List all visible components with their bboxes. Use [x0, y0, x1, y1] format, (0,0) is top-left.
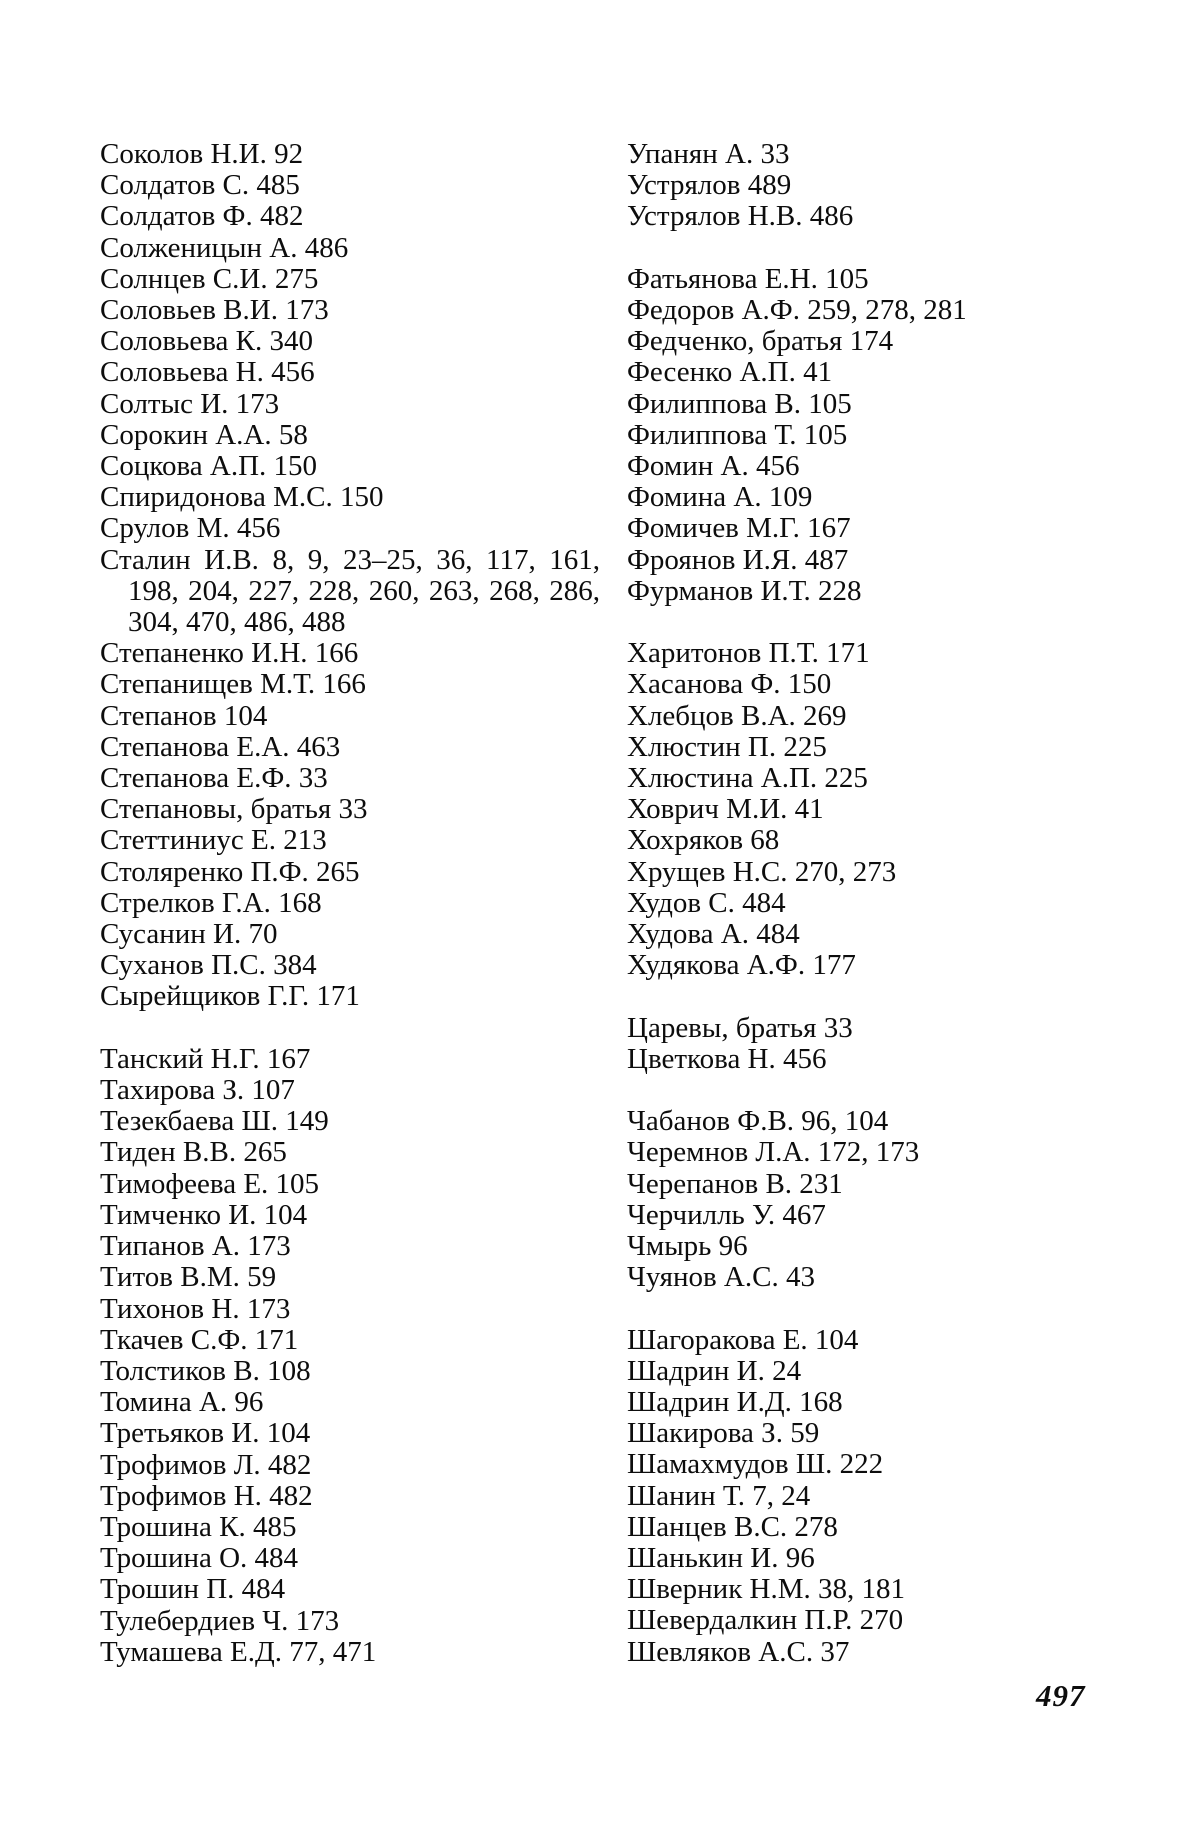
index-entry: Степанов 104: [100, 699, 268, 732]
index-column-right: [627, 139, 1127, 1668]
index-entry: Худова А. 484: [627, 918, 800, 951]
index-entry: Соколов Н.И. 92: [100, 138, 304, 170]
index-entry: Шверник Н.М. 38, 181: [627, 1573, 906, 1606]
index-entry: Титов В.М. 59: [100, 1261, 277, 1294]
index-entry: Трошина К. 485: [100, 1510, 297, 1543]
index-entry: Спиридонова М.С. 150: [100, 481, 384, 514]
index-group: [627, 139, 1127, 233]
index-entry: Третьяков И. 104: [100, 1417, 311, 1450]
index-entry: Степановы, братья 33: [100, 793, 368, 826]
index-entry: Шагоракова Е. 104: [627, 1323, 859, 1356]
index-entry: Шанькин И. 96: [627, 1542, 815, 1575]
index-entry: Соловьева К. 340: [100, 325, 313, 358]
index-entry: Тахирова З. 107: [100, 1074, 295, 1107]
index-entry: Ховрич М.И. 41: [627, 793, 824, 826]
index-entry: Шадрин И.Д. 168: [627, 1386, 843, 1419]
index-entry: Харитонов П.Т. 171: [627, 637, 870, 670]
index-entry: Соловьева Н. 456: [100, 356, 315, 389]
index-entry: Хохряков 68: [627, 824, 780, 857]
index-group: [627, 1106, 1127, 1293]
index-entry: Сталин И.В. 8, 9, 23–25, 36, 117, 161, 198, 204, 227, 228, 260, 263, 268, 286, 304, 470, 486, 488: [100, 543, 600, 639]
index-entry: Ткачев С.Ф. 171: [100, 1323, 299, 1356]
index-entry: Солтыс И. 173: [100, 387, 280, 420]
index-group: [627, 1013, 1127, 1075]
index-entry: Фесенко А.П. 41: [627, 356, 833, 389]
index-group: [100, 1044, 600, 1668]
index-entry: Хасанова Ф. 150: [627, 668, 832, 701]
index-entry: Черемнов Л.А. 172, 173: [627, 1136, 920, 1169]
index-entry: Фроянов И.Я. 487: [627, 543, 849, 576]
index-entry: Фомина А. 109: [627, 481, 813, 514]
index-entry: Сорокин А.А. 58: [100, 418, 308, 451]
index-entry: Царевы, братья 33: [627, 1011, 853, 1044]
index-entry: Филиппова В. 105: [627, 387, 852, 420]
index-entry: Федченко, братья 174: [627, 325, 894, 358]
index-group: [627, 1325, 1127, 1668]
index-entry: Стрелков Г.А. 168: [100, 886, 322, 919]
index-entry: Худов С. 484: [627, 886, 786, 919]
index-entry: Шакирова З. 59: [627, 1417, 820, 1450]
index-entry: Тимченко И. 104: [100, 1198, 308, 1231]
index-entry: Фомичев М.Г. 167: [627, 512, 851, 545]
index-entry: Тихонов Н. 173: [100, 1292, 291, 1325]
index-entry: Шевляков А.С. 37: [627, 1635, 850, 1668]
index-entry: Танский Н.Г. 167: [100, 1042, 311, 1075]
index-entry: Устрялов 489: [627, 169, 792, 202]
index-entry: Соловьев В.И. 173: [100, 294, 329, 327]
index-entry: Чмырь 96: [627, 1230, 748, 1263]
index-entry: Фатьянова Е.Н. 105: [627, 262, 869, 295]
index-entry: Столяренко П.Ф. 265: [100, 855, 360, 888]
index-entry: Степанова Е.Ф. 33: [100, 762, 328, 795]
index-entry: Худякова А.Ф. 177: [627, 949, 856, 982]
index-entry: Трофимов Л. 482: [100, 1448, 312, 1481]
page-number: 497: [1036, 1678, 1086, 1713]
index-entry: Тезекбаева Ш. 149: [100, 1105, 329, 1138]
index-entry: Фурманов И.Т. 228: [627, 574, 862, 607]
index-column-left: [100, 139, 600, 1668]
index-entry: Тулебердиев Ч. 173: [100, 1604, 340, 1637]
index-entry: Шанцев В.С. 278: [627, 1510, 838, 1543]
index-entry: Устрялов Н.В. 486: [627, 200, 854, 233]
index-entry: Черепанов В. 231: [627, 1167, 843, 1200]
index-entry: Солдатов Ф. 482: [100, 200, 304, 233]
index-entry: Трошин П. 484: [100, 1573, 286, 1606]
index-entry: Типанов А. 173: [100, 1230, 291, 1263]
index-entry: Филиппова Т. 105: [627, 418, 848, 451]
index-entry: Черчилль У. 467: [627, 1198, 826, 1231]
index-entry: Хлебцов В.А. 269: [627, 699, 847, 732]
index-entry: Томина А. 96: [100, 1386, 264, 1419]
index-entry: Солженицын А. 486: [100, 231, 349, 264]
index-entry: Стеттиниус Е. 213: [100, 824, 327, 857]
index-entry: Солдатов С. 485: [100, 169, 300, 202]
index-entry: Чабанов Ф.В. 96, 104: [627, 1105, 889, 1138]
index-entry: Степанова Е.А. 463: [100, 730, 341, 763]
index-entry: Степанищев М.Т. 166: [100, 668, 366, 701]
index-entry: Солнцев С.И. 275: [100, 262, 319, 295]
index-entry: Соцкова А.П. 150: [100, 450, 318, 483]
index-entry: Сусанин И. 70: [100, 918, 278, 951]
index-entry: Шанин Т. 7, 24: [627, 1479, 811, 1512]
index-entry: Степаненко И.Н. 166: [100, 637, 359, 670]
index-entry: Хлюстина А.П. 225: [627, 762, 868, 795]
index-group: [100, 139, 600, 1013]
index-group: [627, 264, 1127, 607]
index-entry: Упанян А. 33: [627, 138, 790, 170]
index-entry: Шамахмудов Ш. 222: [627, 1448, 884, 1481]
index-entry: Тимофеева Е. 105: [100, 1167, 320, 1200]
index-entry: Тиден В.В. 265: [100, 1136, 287, 1169]
index-entry: Федоров А.Ф. 259, 278, 281: [627, 294, 967, 326]
index-entry: Срулов М. 456: [100, 512, 281, 545]
index-entry: Суханов П.С. 384: [100, 949, 317, 982]
index-group: [627, 638, 1127, 981]
index-entry: Тумашева Е.Д. 77, 471: [100, 1635, 377, 1668]
index-entry: Шадрин И. 24: [627, 1354, 802, 1387]
index-entry: Фомин А. 456: [627, 450, 800, 483]
index-entry: Сырейщиков Г.Г. 171: [100, 980, 360, 1013]
index-entry: Цветкова Н. 456: [627, 1042, 827, 1075]
index-entry: Шевердалкин П.Р. 270: [627, 1604, 904, 1637]
index-entry: Хрущев Н.С. 270, 273: [627, 855, 897, 888]
index-entry: Трофимов Н. 482: [100, 1479, 313, 1512]
index-entry: Толстиков В. 108: [100, 1354, 311, 1387]
index-entry: Трошина О. 484: [100, 1542, 299, 1575]
index-entry: Хлюстин П. 225: [627, 730, 827, 763]
index-entry: Чуянов А.С. 43: [627, 1261, 815, 1294]
